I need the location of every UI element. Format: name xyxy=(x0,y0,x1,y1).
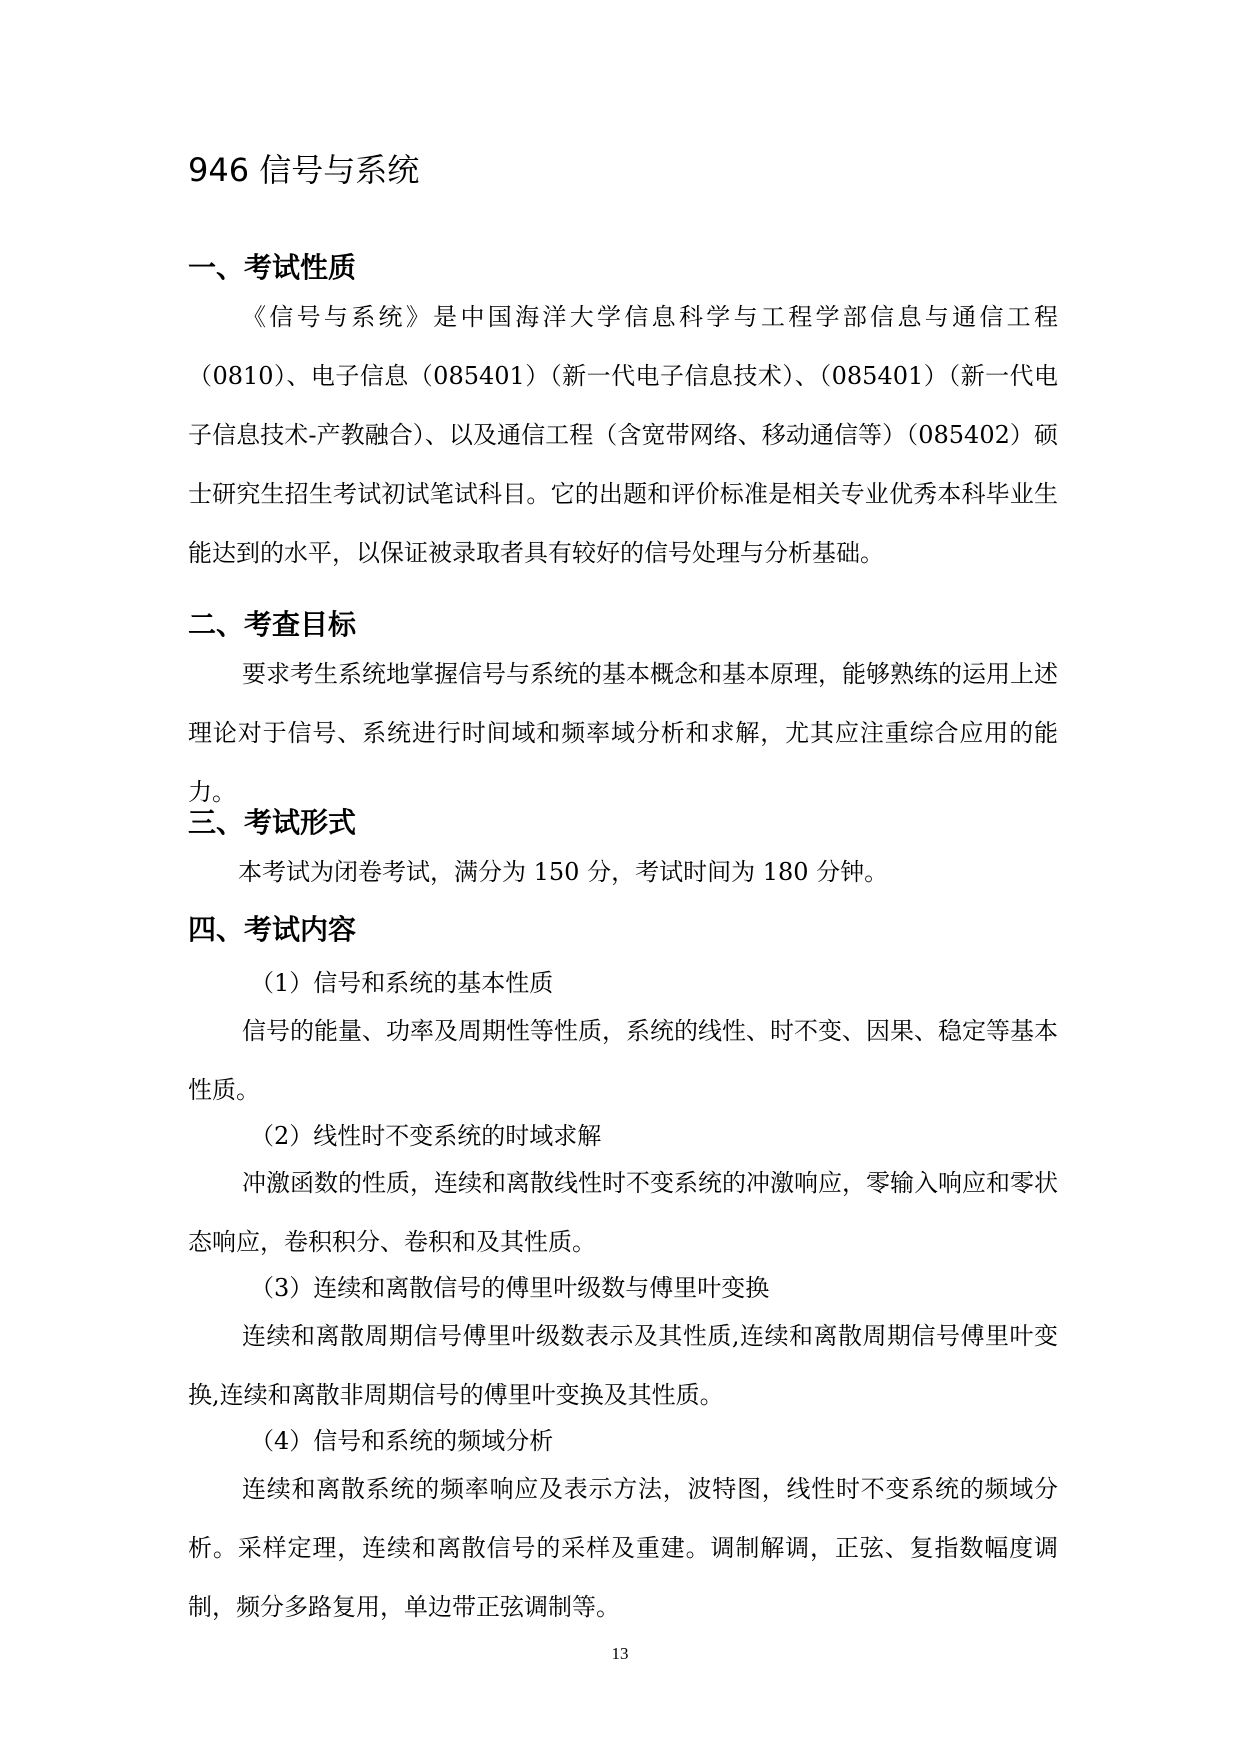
section-paragraph-objectives: 要求考生系统地掌握信号与系统的基本概念和基本原理，能够熟练的运用上述理论对于信号、系统进行时间域和频率域分析和求解，尤其应注重综合应用的能力。 xyxy=(188,660,1058,806)
content-paragraph-3: 连续和离散周期信号傅里叶级数表示及其性质,连续和离散周期信号傅里叶变换,连续和离散非周期信号的傅里叶变换及其性质。 xyxy=(188,1322,1058,1409)
content-paragraph-1: 信号的能量、功率及周期性等性质，系统的线性、时不变、因果、稳定等基本性质。 xyxy=(188,1017,1058,1104)
content-paragraph-2: 冲激函数的性质，连续和离散线性时不变系统的冲激响应，零输入响应和零状态响应，卷积积分、卷积和及其性质。 xyxy=(188,1169,1058,1256)
content-subheading-1: （1）信号和系统的基本性质 xyxy=(250,969,554,997)
content-paragraph-4: 连续和离散系统的频率响应及表示方法，波特图，线性时不变系统的频域分析。采样定理，连续和离散信号的采样及重建。调制解调，正弦、复指数幅度调制，频分多路复用，单边带正弦调制等。 xyxy=(188,1475,1058,1621)
content-subheading-3: （3）连续和离散信号的傅里叶级数与傅里叶变换 xyxy=(250,1274,770,1302)
section-heading-nature: 一、考试性质 xyxy=(188,251,357,284)
page-number: 13 xyxy=(611,1644,629,1663)
section-heading-objectives: 二、考查目标 xyxy=(188,608,357,641)
content-subheading-4: （4）信号和系统的频域分析 xyxy=(250,1427,554,1455)
section-heading-content: 四、考试内容 xyxy=(188,913,357,946)
document-title: 946 信号与系统 xyxy=(188,151,420,189)
section-paragraph-format: 本考试为闭卷考试，满分为 150 分，考试时间为 180 分钟。 xyxy=(238,858,889,886)
content-subheading-2: （2）线性时不变系统的时域求解 xyxy=(250,1122,602,1150)
section-paragraph-nature: 《信号与系统》是中国海洋大学信息科学与工程学部信息与通信工程（0810）、电子信息（085401）（新一代电子信息技术）、（085401）（新一代电子信息技术-产教融合）、以及通信工程（含宽带网络、移动通信等）（085402）硕士研究生招生考试初试笔试科目。它的出题和评价标准是相关专业优秀本科毕业生能达到的水平，以保证被录取者具有较好的信号处理与分析基础。 xyxy=(188,303,1058,567)
section-heading-format: 三、考试形式 xyxy=(188,806,357,839)
